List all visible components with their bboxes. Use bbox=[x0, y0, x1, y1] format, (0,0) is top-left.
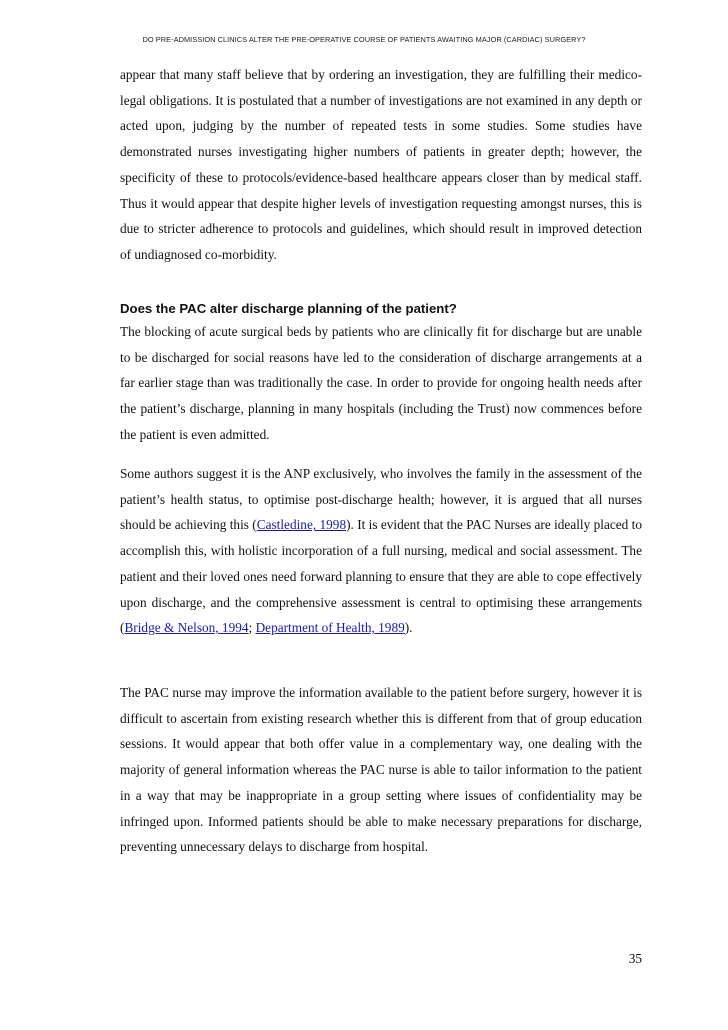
paragraph-bed-blocking: The blocking of acute surgical beds by patients who are clinically fit for discharge but are unable to be discharged for social reasons have led to the consideration of discharge arrangements at a far earlier stage than was traditionally the case. In order to provide for ongoing health needs after the patient’s discharge, planning in many hospitals (including the Trust) now commences before the patient is even admitted. bbox=[120, 324, 642, 442]
paragraph-text: ). bbox=[404, 620, 413, 636]
citation-link-department-of-health[interactable]: Department of Health, 1989 bbox=[255, 620, 405, 636]
paragraph-continued: appear that many staff believe that by ordering an investigation, they are fulfilling their medico-legal obligations. It is postulated that a number of investigations are not examined in any depth or acted upon, judging by the number of repeated tests in some studies. Some studies have demonstrated nurses investigating higher numbers of patients in greater depth; however, the specificity of these to protocols/evidence-based healthcare appears closer than by medical staff. Thus it would appear that despite higher levels of investigation requesting amongst nurses, this is due to stricter adherence to protocols and guidelines, which should result in improved detection of undiagnosed co-morbidity. bbox=[120, 67, 642, 262]
paragraph-anp-family bbox=[120, 461, 642, 641]
running-header: DO PRE-ADMISSION CLINICS ALTER THE PRE-OPERATIVE COURSE OF PATIENTS AWAITING MAJOR (CARDIAC) SURGERY? bbox=[142, 35, 586, 44]
paragraph-pac-nurse-information: The PAC nurse may improve the information available to the patient before surgery, however it is difficult to ascertain from existing research whether this is different from that of group education sessions. It would appear that both offer value in a complementary way, one dealing with the majority of general information whereas the PAC nurse is able to tailor information to the patient in a way that may be inappropriate in a group setting where issues of confidentiality may be infringed upon. Informed patients should be able to make necessary preparations for discharge, preventing unnecessary delays to discharge from hospital. bbox=[120, 685, 642, 855]
page-number: 35 bbox=[628, 951, 642, 966]
section-heading: Does the PAC alter discharge planning of the patient? bbox=[120, 301, 457, 316]
paragraph-text: ). It is evident that the PAC Nurses are ideally placed to accomplish this, with holistic incorporation of a full nursing, medical and social assessment. The patient and their loved ones need forward planning to ensure that they are able to cope effectively upon discharge, and the comprehensive assessment is central to optimising these arrangements ( bbox=[120, 517, 642, 636]
paragraph-text: Some authors suggest it is the ANP exclusively, who involves the family in the assessment of the patient’s health status, to optimise post-discharge health; however, it is argued that all nurses should be achieving this ( bbox=[120, 466, 642, 533]
citation-link-castledine[interactable]: Castledine, 1998 bbox=[256, 517, 347, 533]
paragraph-text: ; bbox=[248, 620, 256, 636]
citation-link-bridge-nelson[interactable]: Bridge & Nelson, 1994 bbox=[124, 620, 249, 636]
